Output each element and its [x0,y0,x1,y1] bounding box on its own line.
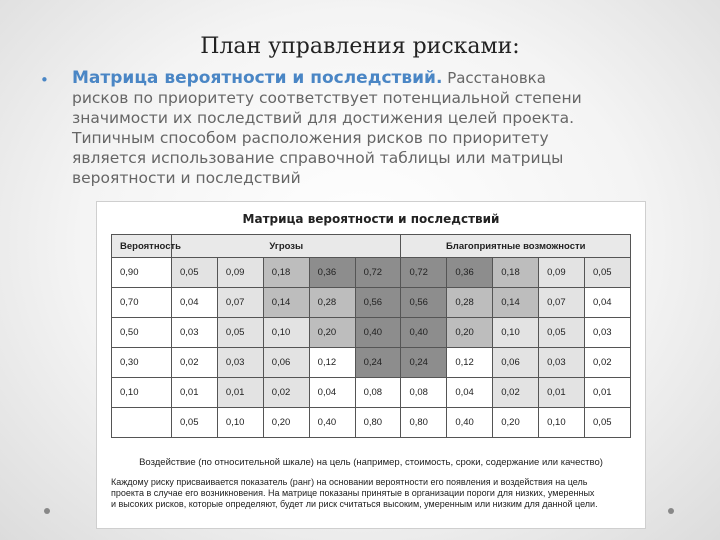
threat-cell: 0,24 [355,348,401,378]
opportunity-cell: 0,20 [447,318,493,348]
opportunity-cell: 0,10 [493,318,539,348]
threats-header: Угрозы [172,235,401,258]
impact-cell: 0,40 [447,408,493,438]
slide-title: План управления рисками: [200,34,520,59]
matrix-figure [96,201,646,529]
threat-cell: 0,72 [355,258,401,288]
opportunity-cell: 0,28 [447,288,493,318]
threat-cell: 0,18 [263,258,309,288]
bullet-line: Типичным способом расположения рисков по приоритету [72,129,549,147]
opportunity-cell: 0,05 [585,258,631,288]
note-line: Каждому риску присваивается показатель (ранг) на основании вероятности его появления и воздействия на цель [111,477,588,487]
impact-cell: 0,20 [493,408,539,438]
probability-cell: 0,90 [112,258,172,288]
impact-cell: 0,40 [309,408,355,438]
opportunity-cell: 0,06 [493,348,539,378]
opportunity-cell: 0,03 [539,348,585,378]
bullet-marker-icon: • [40,71,49,89]
threat-cell: 0,05 [217,318,263,348]
opportunity-cell: 0,04 [585,288,631,318]
opportunity-cell: 0,12 [447,348,493,378]
threat-cell: 0,14 [263,288,309,318]
bullet-first-rest: Расстановка [442,69,546,87]
threat-cell: 0,07 [217,288,263,318]
threat-cell: 0,03 [172,318,218,348]
matrix-header-row [112,235,631,258]
threat-cell: 0,02 [263,378,309,408]
probability-cell: 0,70 [112,288,172,318]
probability-cell: 0,10 [112,378,172,408]
threat-cell: 0,28 [309,288,355,318]
opportunity-cell: 0,02 [585,348,631,378]
impact-cell: 0,80 [355,408,401,438]
threat-cell: 0,05 [172,258,218,288]
impact-row-empty [112,408,172,438]
threat-cell: 0,03 [217,348,263,378]
threat-cell: 0,56 [355,288,401,318]
opportunities-header: Благоприятные возможности [401,235,631,258]
impact-cell: 0,05 [172,408,218,438]
probability-cell: 0,30 [112,348,172,378]
impact-row [112,408,631,438]
slide-nav-dot-right-icon [668,508,674,514]
opportunity-cell: 0,40 [401,318,447,348]
slide-nav-dot-left-icon [44,508,50,514]
threat-cell: 0,12 [309,348,355,378]
opportunity-cell: 0,24 [401,348,447,378]
probability-impact-matrix [111,234,631,438]
matrix-note [111,477,631,510]
matrix-title: Матрица вероятности и последствий [242,212,500,226]
threat-cell: 0,01 [217,378,263,408]
opportunity-cell: 0,56 [401,288,447,318]
matrix-row [112,378,631,408]
opportunity-cell: 0,02 [493,378,539,408]
bullet-line: рисков по приоритету соответствует потенциальной степени [72,89,582,107]
impact-cell: 0,05 [585,408,631,438]
opportunity-cell: 0,04 [447,378,493,408]
threat-cell: 0,20 [309,318,355,348]
opportunity-cell: 0,01 [539,378,585,408]
threat-cell: 0,06 [263,348,309,378]
matrix-row [112,318,631,348]
probability-header: Вероятность [112,235,172,258]
opportunity-cell: 0,01 [585,378,631,408]
impact-cell: 0,10 [217,408,263,438]
threat-cell: 0,04 [172,288,218,318]
note-line: проекта в случае его возникновения. На матрице показаны принятые в организации пороги для низких, умеренных [111,488,595,498]
opportunity-cell: 0,08 [401,378,447,408]
threat-cell: 0,02 [172,348,218,378]
probability-cell: 0,50 [112,318,172,348]
threat-cell: 0,08 [355,378,401,408]
threat-cell: 0,01 [172,378,218,408]
threat-cell: 0,04 [309,378,355,408]
opportunity-cell: 0,72 [401,258,447,288]
opportunity-cell: 0,36 [447,258,493,288]
matrix-body [112,258,631,408]
bullet-line: является использование справочной таблицы или матрицы [72,149,564,167]
impact-cell: 0,80 [401,408,447,438]
bullet-first-line [72,68,680,88]
matrix-row [112,288,631,318]
impact-cell: 0,10 [539,408,585,438]
opportunity-cell: 0,05 [539,318,585,348]
note-line: и высоких рисков, которые определяют, будет ли риск считаться высоким, умеренным или низким для данной цели. [111,499,598,509]
matrix-row [112,258,631,288]
threat-cell: 0,36 [309,258,355,288]
bullet-line: вероятности и последствий [72,169,301,187]
opportunity-cell: 0,18 [493,258,539,288]
threat-cell: 0,10 [263,318,309,348]
opportunity-cell: 0,03 [585,318,631,348]
threat-cell: 0,40 [355,318,401,348]
opportunity-cell: 0,07 [539,288,585,318]
matrix-caption: Воздействие (по относительной шкале) на цель (например, стоимость, сроки, содержание или качество) [139,457,603,468]
impact-cell: 0,20 [263,408,309,438]
opportunity-cell: 0,09 [539,258,585,288]
threat-cell: 0,09 [217,258,263,288]
bullet-line: значимости их последствий для достижения целей проекта. [72,109,575,127]
bullet-lead: Матрица вероятности и последствий. [72,68,443,88]
bullet-text [72,68,680,188]
bullet-paragraph [40,68,680,188]
opportunity-cell: 0,14 [493,288,539,318]
matrix-row [112,348,631,378]
